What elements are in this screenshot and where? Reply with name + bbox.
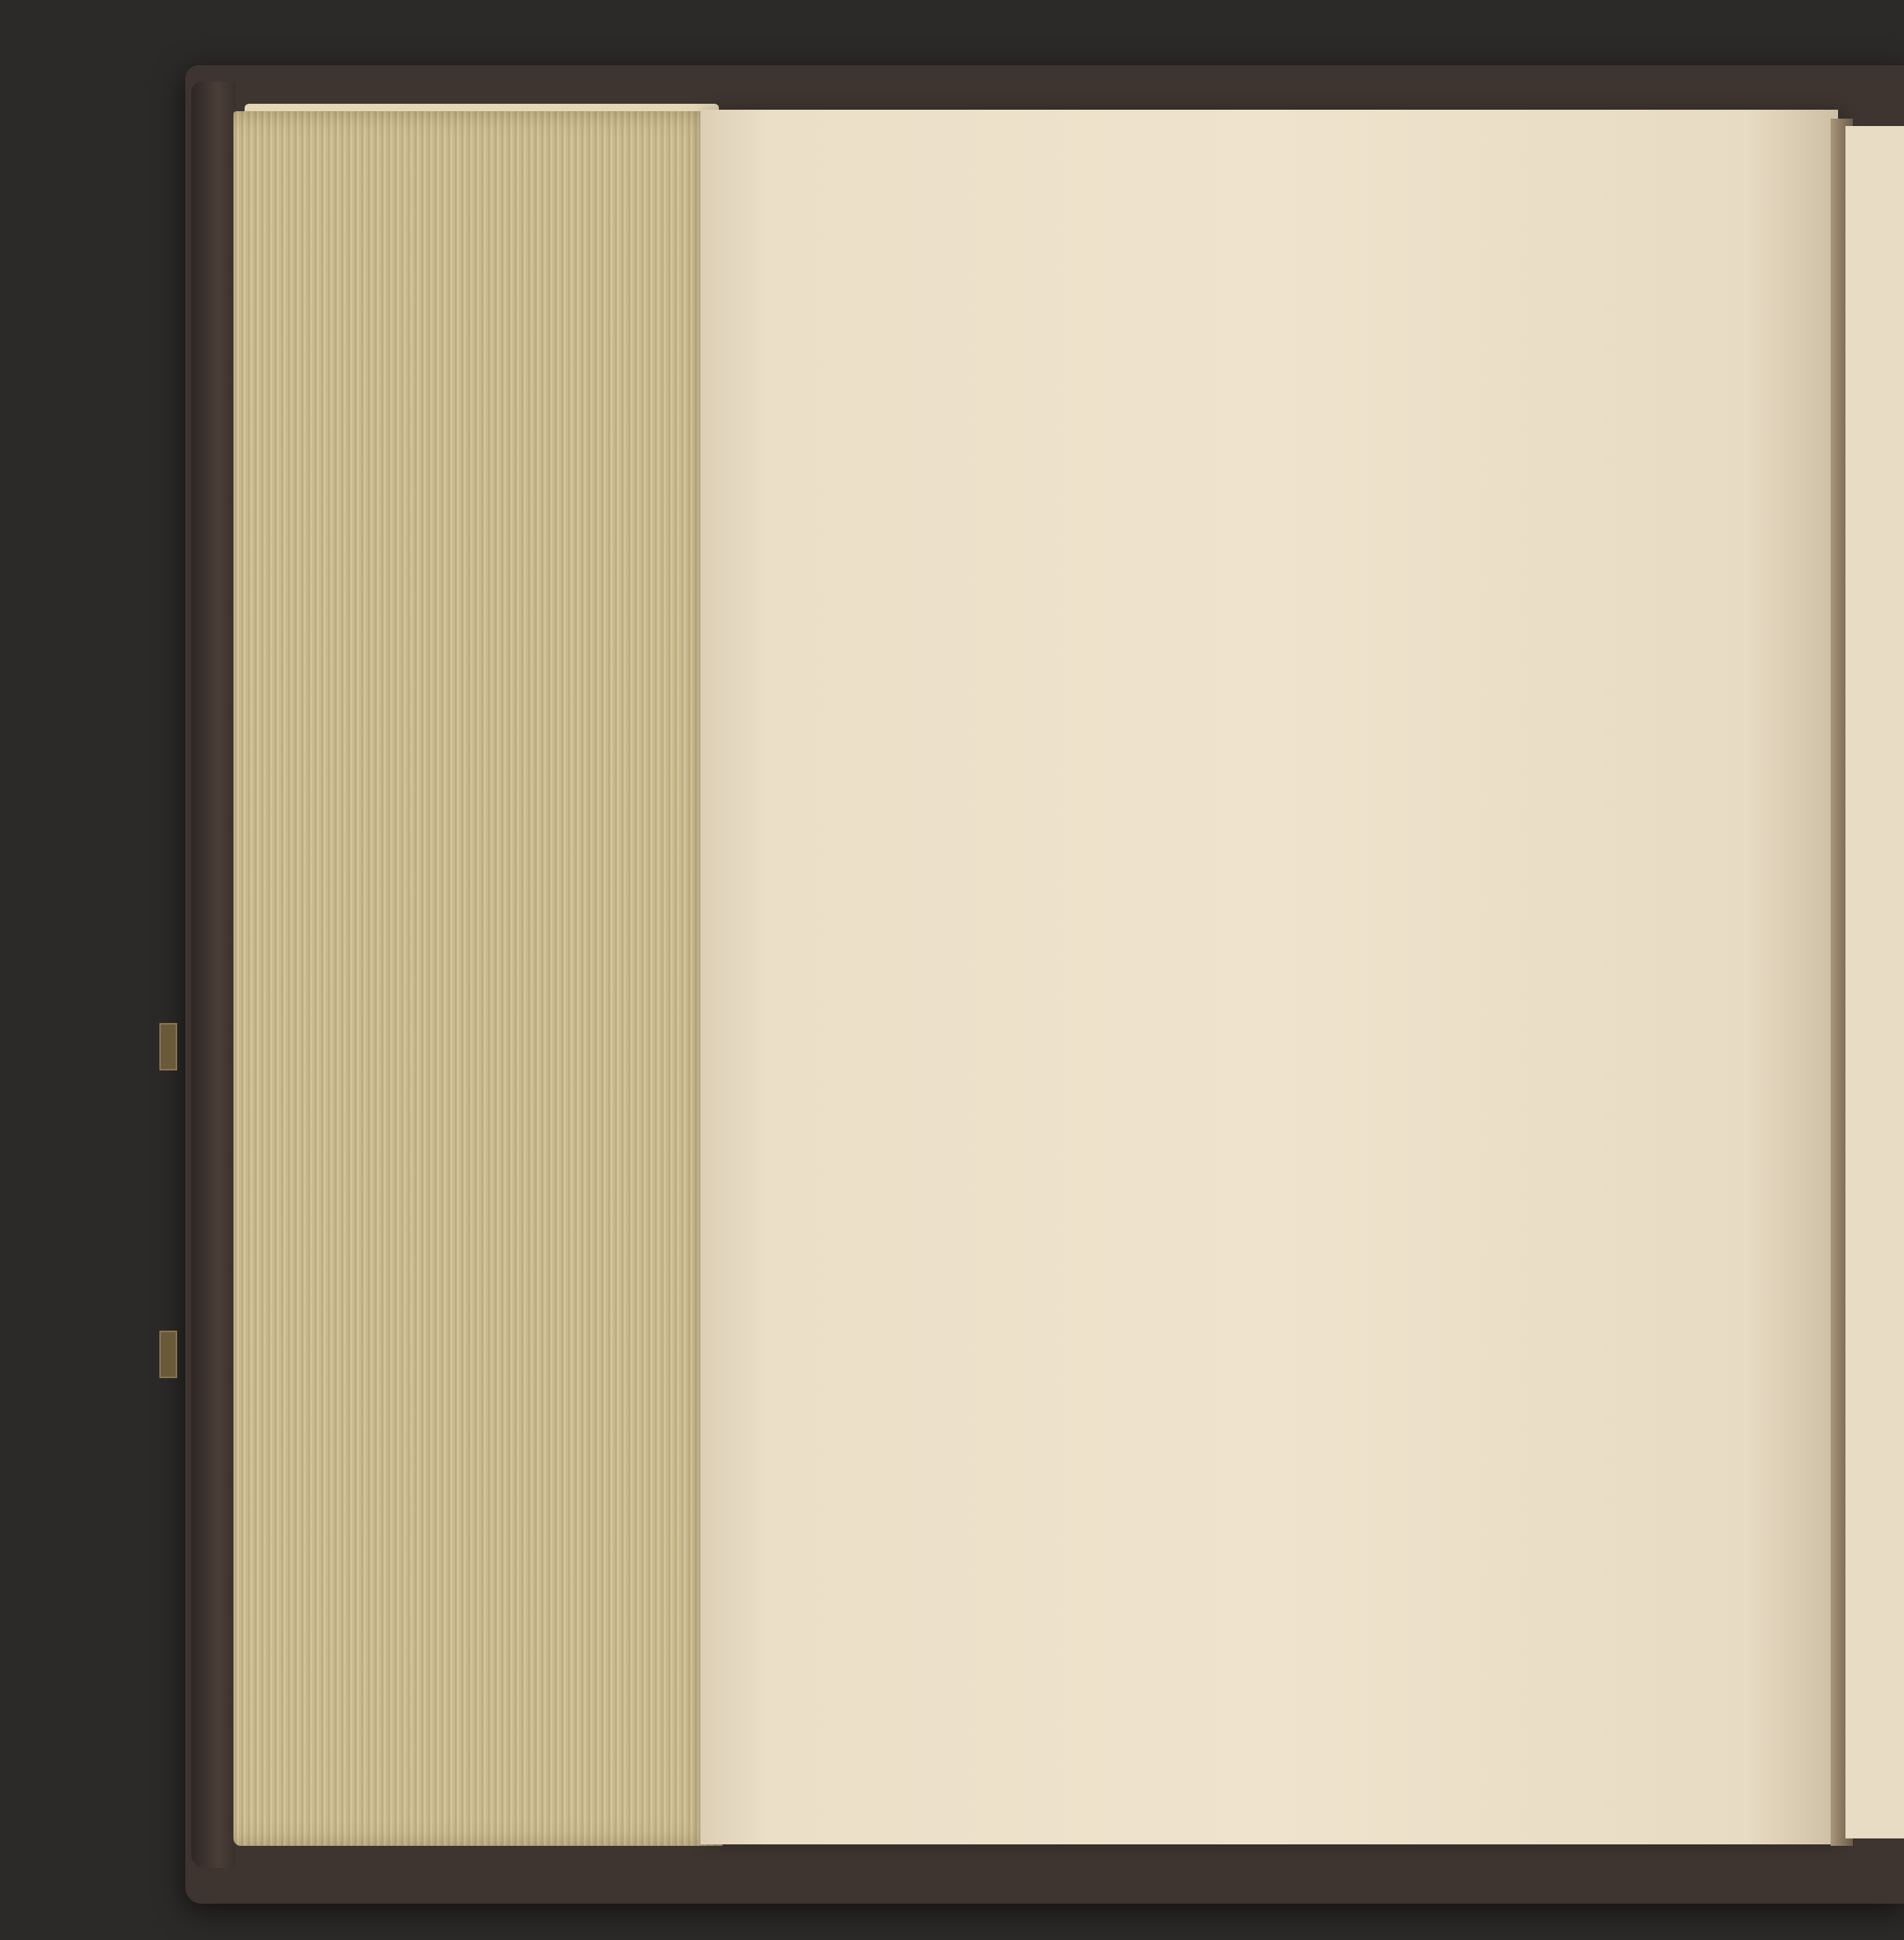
text-line [938, 597, 1827, 632]
text-line [938, 632, 1827, 667]
text-line [938, 321, 1827, 356]
text-line [938, 494, 1827, 529]
text-line [938, 252, 1827, 287]
book-clasp [159, 1331, 177, 1378]
text-line [938, 908, 1827, 943]
text-line [938, 425, 1827, 460]
text-line [938, 874, 1827, 909]
text-line [938, 805, 1827, 840]
book-spine [191, 82, 236, 1868]
page-block-edges [233, 111, 723, 1846]
body-text [938, 252, 1827, 1150]
text-line [938, 390, 1827, 425]
opening-paragraph [1049, 1523, 1827, 1639]
text-line [938, 943, 1827, 978]
text-line [938, 1047, 1827, 1082]
text-line [938, 839, 1827, 874]
text-line [938, 1012, 1827, 1047]
text-line [1049, 1600, 1827, 1639]
text-line [938, 770, 1827, 805]
text-line [938, 356, 1827, 391]
text-line [938, 735, 1827, 770]
page-header [923, 194, 1827, 246]
text-line [938, 666, 1827, 701]
book-clasp [159, 1023, 177, 1070]
text-line [938, 460, 1827, 494]
text-line [1049, 1523, 1827, 1562]
text-line [938, 563, 1827, 597]
text-line [938, 1081, 1827, 1116]
text-line [938, 529, 1827, 563]
drop-cap-initial [947, 1516, 1036, 1638]
text-line [938, 1116, 1827, 1151]
text-line [938, 287, 1827, 322]
text-line [938, 701, 1827, 736]
right-page-fragment [1845, 126, 1904, 1838]
text-line [938, 977, 1827, 1012]
text-line [1049, 1562, 1827, 1600]
